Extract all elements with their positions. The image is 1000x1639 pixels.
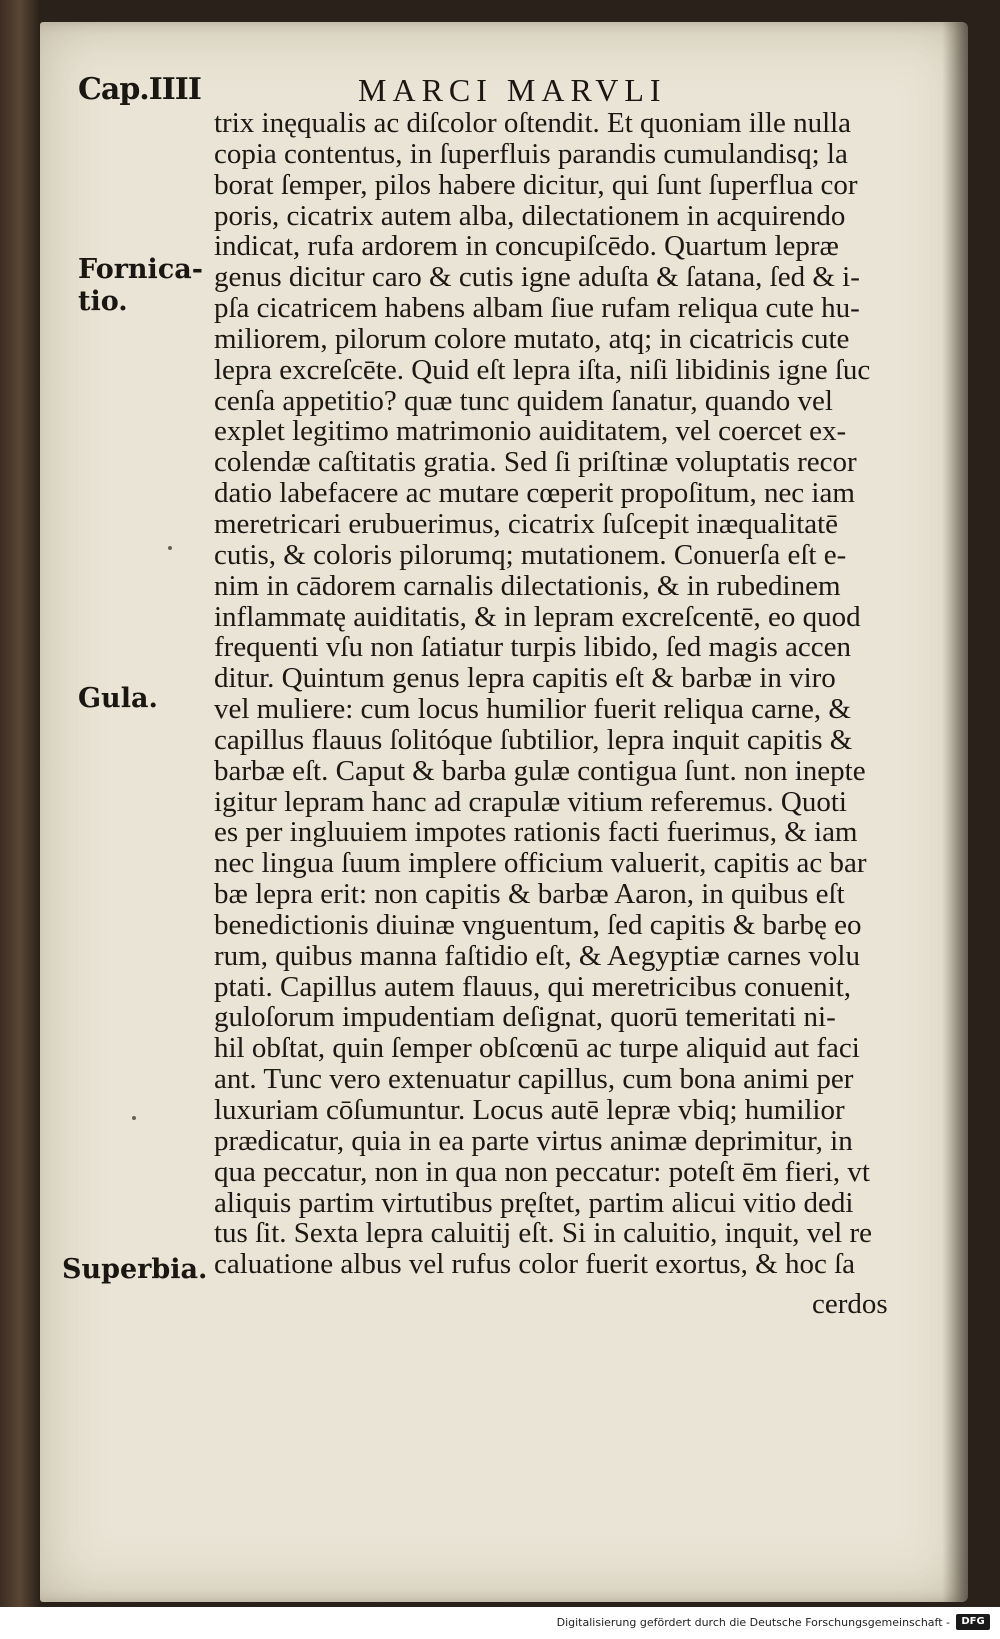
text-line: pſa cicatricem habens albam ſiue rufam reliqua cute hu- [214, 292, 860, 325]
running-head: MARCI MARVLI [358, 72, 667, 108]
text-line: meretricari erubuerimus, cicatrix ſuſcepit inæqualitatē [214, 507, 839, 540]
body-text [214, 108, 914, 1280]
text-line: rum, quibus manna faſtidio eſt, & Aegyptiæ carnes volu [214, 939, 860, 972]
text-line: igitur lepram hanc ad crapulæ vitium referemus. Quoti [214, 785, 847, 818]
margin-note-fornicatio-cont: tio. [78, 286, 128, 317]
text-line: explet legitimo matrimonio auiditatem, vel coercet ex- [214, 415, 847, 448]
text-line: frequenti vſu non ſatiatur turpis libido, ſed magis accen [214, 631, 852, 664]
text-line: ptati. Capillus autem flauus, qui meretricibus conuenit, [214, 970, 852, 1003]
text-line: aliquis partim virtutibus pręſtet, partim alicui vitio dedi [214, 1186, 854, 1219]
text-line: genus dicitur caro & cutis igne aduſta & ſatana, ſed & i- [214, 261, 860, 294]
text-line: inflammatę auiditatis, & in lepram excreſcentē, eo quod [214, 600, 861, 633]
text-line: nec lingua ſuum implere officium valuerit, capitis ac bar [214, 847, 867, 880]
text-line: lepra excreſcēte. Quid eſt lepra iſta, niſi libidinis igne ſuc [214, 353, 871, 386]
text-line: poris, cicatrix autem alba, dilectationem in acquirendo [214, 199, 846, 232]
ink-speck [168, 546, 172, 550]
text-line: tus ſit. Sexta lepra caluitij eſt. Si in caluitio, inquit, vel re [214, 1217, 873, 1250]
dfg-logo: DFG [956, 1614, 990, 1630]
text-line: benedictionis diuinæ vnguentum, ſed capitis & barbę eo [214, 908, 862, 941]
text-line: nim in cādorem carnalis dilectationis, & in rubedinem [214, 569, 841, 602]
margin-note-superbia: Superbia. [62, 1254, 208, 1285]
chapter-label: Cap.IIII [78, 72, 201, 107]
footer-bar [0, 1607, 1000, 1639]
text-line: bæ lepra erit: non capitis & barbæ Aaron, in quibus eſt [214, 878, 845, 911]
text-line: trix inęqualis ac diſcolor oſtendit. Et quoniam ille nulla [214, 107, 852, 139]
text-line: cutis, & coloris pilorumq; mutationem. Conuerſa eſt e- [214, 538, 847, 571]
text-line: miliorem, pilorum colore mutato, atq; in cicatricis cute [214, 322, 850, 355]
text-line: ant. Tunc vero extenuatur capillus, cum bona animi per [214, 1063, 854, 1096]
catchword: cerdos [812, 1288, 888, 1320]
text-line: prædicatur, quia in ea parte virtus animæ deprimitur, in [214, 1124, 853, 1157]
text-line: es per ingluuiem impotes rationis facti fuerimus, & iam [214, 816, 858, 849]
margin-note-fornicatio: Fornica- [78, 254, 203, 285]
text-line: guloſorum impudentiam deſignat, quorū temeritati ni- [214, 1001, 836, 1034]
text-line: copia contentus, in ſuperfluis parandis cumulandisq; la [214, 137, 848, 170]
text-line: capillus flauus ſolitóque ſubtilior, lepra inquit capitis & [214, 723, 853, 756]
text-line: caluatione albus vel rufus color fuerit exortus, & hoc ſa [214, 1248, 856, 1281]
text-line: qua peccatur, non in qua non peccatur: poteſt ēm fieri, vt [214, 1155, 870, 1188]
text-line: datio labefacere ac mutare cœperit propoſitum, nec iam [214, 477, 855, 510]
ink-speck [132, 1116, 136, 1120]
margin-note-gula: Gula. [78, 683, 158, 714]
text-line: indicat, rufa ardorem in concupiſcēdo. Quartum lepræ [214, 230, 839, 263]
text-line: barbæ eſt. Caput & barba gulæ contigua ſunt. non inepte [214, 754, 866, 787]
text-line: luxuriam cōſumuntur. Locus autē lepræ vbiq; humilior [214, 1094, 845, 1126]
page-gutter-shadow [942, 22, 968, 1602]
text-line: hil obſtat, quin ſemper obſcœnū ac turpe aliquid aut faci [214, 1032, 860, 1065]
text-line: cenſa appetitio? quæ tunc quidem ſanatur, quando vel [214, 384, 833, 417]
text-line: borat ſemper, pilos habere dicitur, qui ſunt ſuperflua cor [214, 168, 858, 201]
text-line: vel muliere: cum locus humilior fuerit reliqua carne, & [214, 693, 851, 726]
text-line: ditur. Quintum genus lepra capitis eſt & barbæ in viro [214, 662, 836, 695]
footer-credit: Digitalisierung gefördert durch die Deutsche Forschungsgemeinschaft - [556, 1616, 950, 1629]
text-line: colendæ caſtitatis gratia. Sed ſi priſtinæ voluptatis recor [214, 446, 857, 479]
